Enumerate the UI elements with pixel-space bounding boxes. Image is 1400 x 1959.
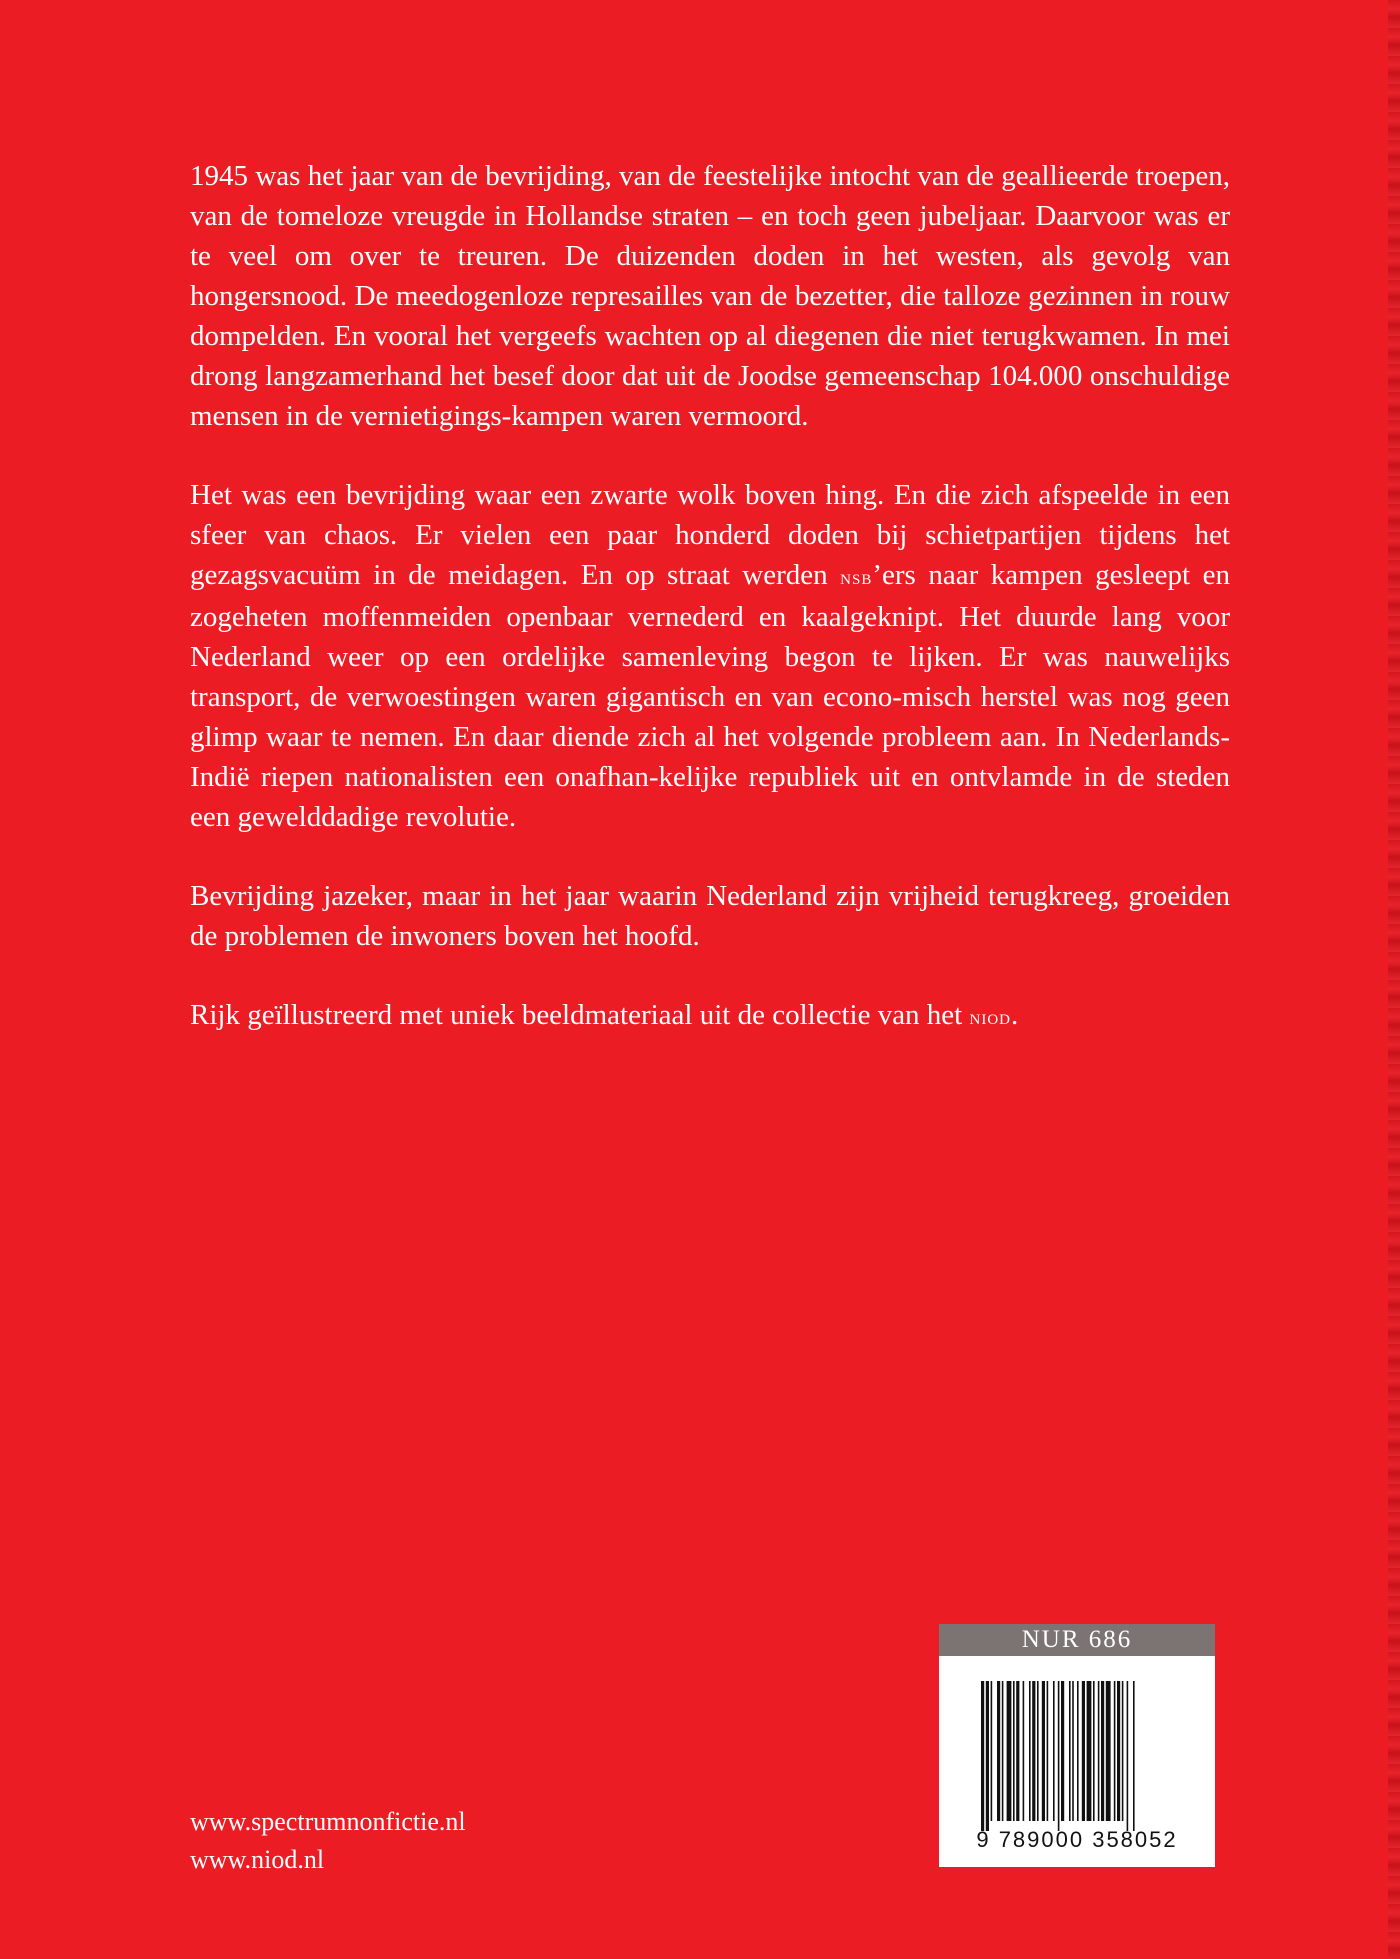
barcode-bar [1037, 1681, 1039, 1821]
barcode-bar [1106, 1681, 1111, 1821]
barcode-bar [997, 1681, 1000, 1821]
barcode-bar [1016, 1681, 1019, 1821]
barcode-bar [981, 1681, 984, 1831]
blurb-paragraph-3-text: Bevrijding jazeker, maar in het jaar waarin Nederland zijn vrijheid terugkreeg, groeiden de problemen de inwoners boven het hoofd. [190, 880, 1230, 952]
barcode-bar [1069, 1681, 1071, 1821]
blurb-paragraph-4-text-start: Rijk geïllustreerd met uniek beeldmateriaal uit de collectie van het [190, 999, 970, 1031]
barcode-bar [1114, 1681, 1116, 1821]
barcode-bar [1072, 1681, 1074, 1821]
niod-abbreviation: niod [969, 1005, 1011, 1029]
barcode-bar [1082, 1681, 1085, 1821]
blurb-paragraph-3 [190, 876, 1230, 956]
barcode-bar [1058, 1681, 1060, 1831]
barcode-label [939, 1624, 1215, 1867]
spectrum-url[interactable]: www.spectrumnonfictie.nl [190, 1807, 466, 1836]
spine-edge [1388, 0, 1400, 1959]
barcode-bar [1053, 1681, 1055, 1821]
blurb-text [190, 156, 1230, 1037]
blurb-paragraph-2-text-end: ’ers naar kampen gesleept en zogeheten moffenmeiden openbaar vernederd en kaalgeknipt. Het duurde lang voor Nederland weer op een ordelijke samenleving begon te lijken. Er was nauwelijks transport, de verwoestingen waren gigantisch en van econo-misch herstel was nog geen glimp waar te nemen. En daar diende zich al het volgende probleem aan. In Nederlands-Indië riepen nationalisten een onafhan-kelijke republiek uit en ontvlamde in de steden een gewelddadige revolutie. [190, 559, 1230, 833]
barcode-bar [986, 1681, 989, 1831]
barcode-bar [1117, 1681, 1120, 1821]
barcode-bar [1127, 1681, 1129, 1831]
barcode-bar [1042, 1681, 1045, 1821]
niod-url[interactable]: www.niod.nl [190, 1845, 325, 1874]
blurb-paragraph-1-text: 1945 was het jaar van de bevrijding, van de feestelijke intocht van de geallieerde troepen, van de tomeloze vreugde in Hollandse straten – en toch geen jubeljaar. Daarvoor was er te veel om over te treuren. De duizenden doden in het westen, als gevolg van hongersnood. De meedogenloze represailles van de bezetter, die talloze gezinnen in rouw dompelden. En vooral het vergeefs wachten op al diegenen die niet terugkwamen. In mei drong langzamerhand het besef door dat uit de Joodse gemeenschap 104.000 onschuldige mensen in de vernietigings-kampen waren vermoord. [190, 160, 1230, 432]
isbn-barcode [981, 1681, 1173, 1831]
barcode-bar [1087, 1681, 1092, 1821]
barcode-bar [1013, 1681, 1015, 1821]
barcode-bar [991, 1681, 993, 1821]
barcode-bar [1098, 1681, 1100, 1821]
blurb-paragraph-2 [190, 475, 1230, 837]
barcode-bar [1101, 1681, 1104, 1821]
barcode-bar [1093, 1681, 1095, 1821]
isbn-number: 9 789000 358052 [976, 1827, 1178, 1852]
nsb-abbreviation: nsb [840, 565, 873, 589]
barcode-bar [1133, 1681, 1135, 1831]
barcode-bar [1032, 1681, 1035, 1821]
barcode-bar [1023, 1681, 1025, 1821]
blurb-paragraph-4 [190, 995, 1230, 1037]
blurb-paragraph-4-text-end: . [1011, 999, 1019, 1031]
website-links [190, 1803, 466, 1879]
blurb-paragraph-2-text-start: Het was een bevrijding waar een zwarte wolk boven hing. En die zich afspeelde in een sfeer van chaos. Er vielen een paar honderd doden bij schietpartijen tijdens het gezagsvacuüm in de meidagen. En op straat werden [190, 479, 1230, 591]
barcode-bar [1007, 1681, 1012, 1821]
barcode-bar [1061, 1681, 1064, 1821]
barcode-bar [1047, 1681, 1049, 1821]
barcode-bar [1077, 1681, 1079, 1821]
blurb-paragraph-1 [190, 156, 1230, 436]
nur-code: NUR 686 [939, 1624, 1215, 1656]
barcode-bar [1029, 1681, 1031, 1821]
barcode-bar [1002, 1681, 1004, 1821]
barcode-bar [1122, 1681, 1124, 1821]
